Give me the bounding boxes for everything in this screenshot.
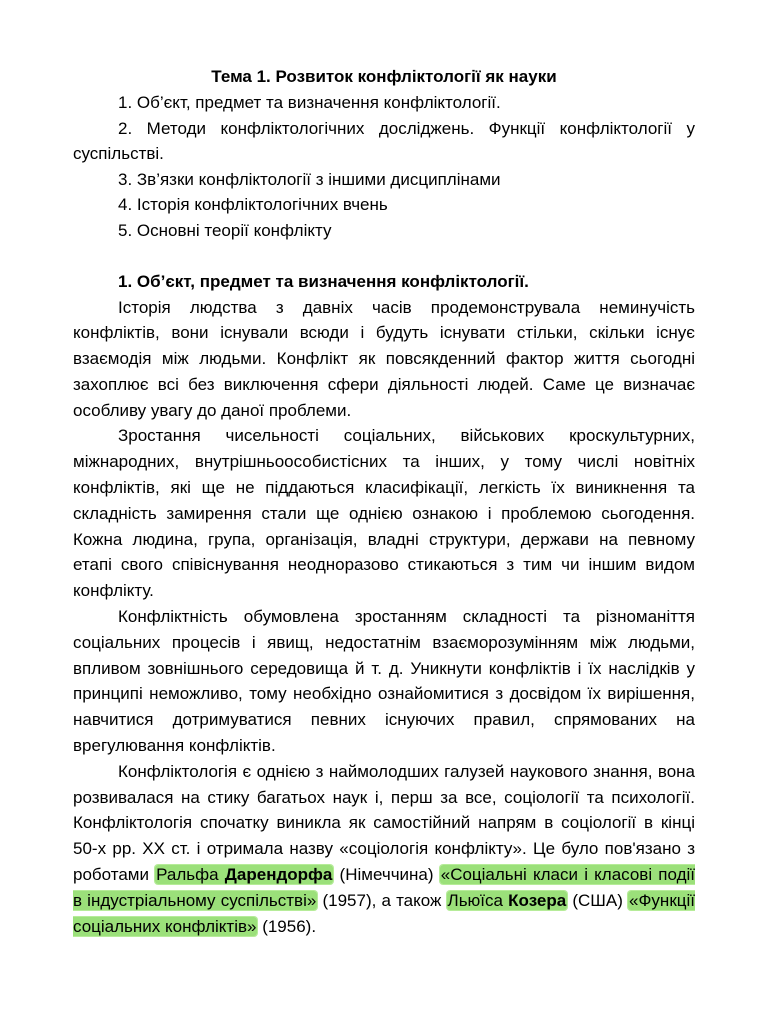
- blank-line: [73, 243, 695, 269]
- country-text: (Німеччина): [333, 865, 440, 885]
- outline-list: [73, 90, 695, 243]
- body-paragraph-with-highlights: [73, 759, 695, 940]
- body-paragraph: Зростання чисельності соціальних, військових кроскультурних, міжнародних, внутрішньоособистісних та інших, у тому числі новітніх конфліктів, які ще не піддаються класифікації, легкість їх виникнення та складність замирення стали ще однією ознакою і проблемою сьогодення. Кожна людина, група, організація, владні структури, держави на певному етапі свого співіснування неодноразово стикаються з тим чи іншим видом конфлікту.: [73, 426, 695, 601]
- highlight-work-title: «Соціальні класи і класові події в індустріальному суспільстві»: [73, 865, 695, 910]
- highlight-author-coser: [447, 891, 568, 910]
- highlight-work-title: «Функції соціальних конфліктів»: [73, 890, 695, 936]
- year-text: (1956).: [257, 916, 317, 936]
- author-last-name: Козера: [508, 890, 567, 910]
- outline-item: 3. Зв’язки конфліктології з іншими дисциплінами: [118, 169, 501, 189]
- body-paragraph: Історія людства з давніх часів продемонструвала неминучість конфліктів, вони існували всюди і будуть існувати стільки, скільки існує взаємодія між людьми. Конфлікт як повсякденний фактор життя сьогодні захоплює всі без виключення сфери діяльності людей. Саме це визначає особливу увагу до даної проблеми.: [73, 297, 695, 420]
- year-text: (1957), а також: [317, 890, 447, 910]
- page-title: Тема 1. Розвиток конфліктології як науки: [211, 67, 557, 86]
- highlight-author-darendorf: [155, 865, 333, 884]
- body-paragraph: Конфліктність обумовлена зростанням складності та різноманіття соціальних процесів і явищ, недостатнім взаєморозумінням між людьми, впливом зовнішнього середовища й т. д. Уникнути конфліктів і їх наслідків у принципі неможливо, тому необхідно ознайомитися з досвідом їх вирішення, навчитися дотримуватися певних існуючих правил, спрямованих на врегулювання конфліктів.: [73, 607, 695, 756]
- country-text: (США): [567, 890, 629, 910]
- author-first-name: Льюїса: [447, 890, 503, 910]
- section-heading: 1. Об’єкт, предмет та визначення конфліктології.: [118, 272, 529, 291]
- outline-item: 5. Основні теорії конфлікту: [118, 220, 332, 240]
- outline-item: 1. Об’єкт, предмет та визначення конфліктології.: [118, 93, 501, 112]
- outline-item: 4. Історія конфліктологічних вчень: [118, 195, 388, 214]
- author-last-name: Дарендорфа: [224, 865, 333, 885]
- author-first-name: Ральфа: [156, 865, 219, 885]
- outline-item: 2. Методи конфліктологічних досліджень. Функції конфліктології у суспільстві.: [73, 118, 695, 163]
- paragraph-text: Конфліктологія є однією з наймолодших галузей наукового знання, вона розвивалася на стику багатьох наук і, перш за все, соціології та психології. Конфліктологія спочатку виникла як самостійний напрям в соціології в кінці 50-х рр. XX ст. і отримала назву «соціологія конфлікту». Це було пов'язано з роботами: [73, 761, 695, 885]
